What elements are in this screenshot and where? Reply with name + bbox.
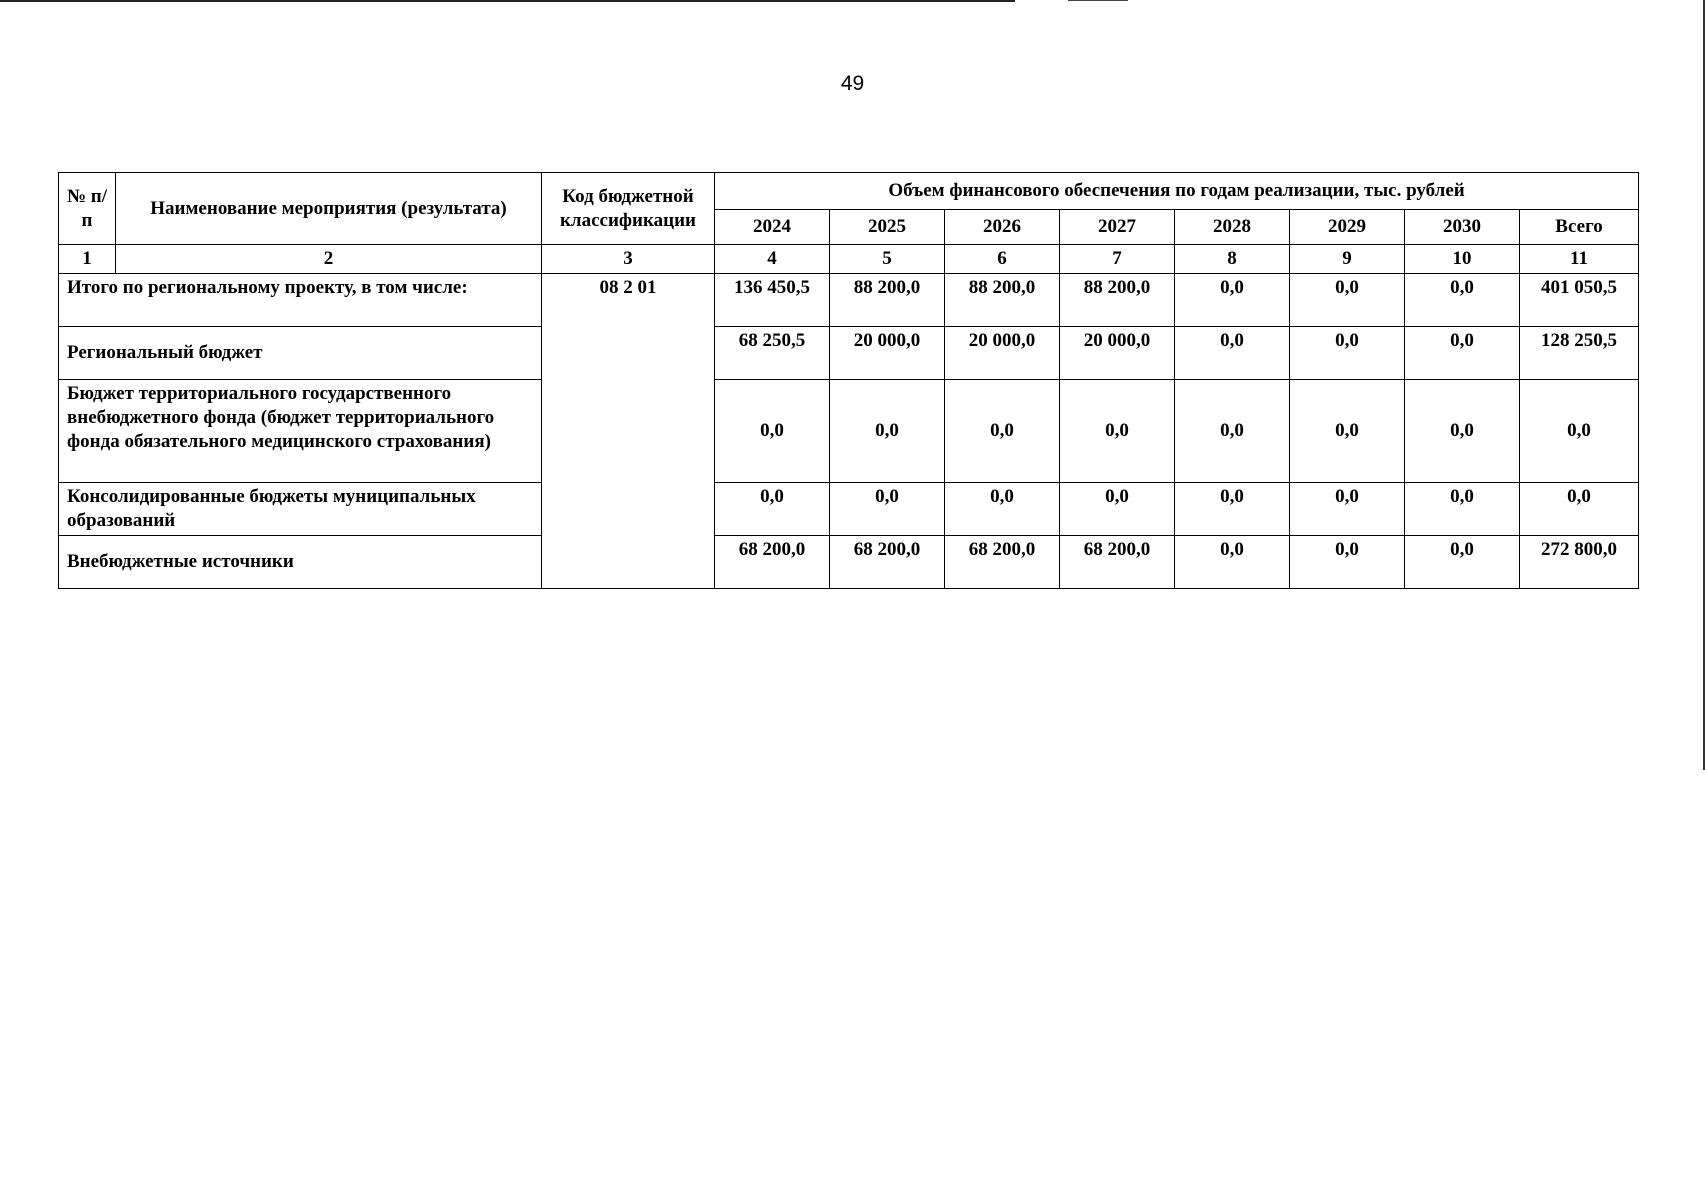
header-num: № п/п (59, 173, 116, 245)
total-cell: 128 250,5 (1520, 327, 1639, 380)
value-cell: 68 200,0 (1060, 536, 1175, 589)
column-number-row (59, 245, 1639, 274)
column-number: 4 (715, 245, 830, 274)
header-row-1 (59, 173, 1639, 210)
header-year: 2029 (1290, 210, 1405, 245)
column-number: 11 (1520, 245, 1639, 274)
header-year: 2026 (945, 210, 1060, 245)
value-cell: 0,0 (945, 483, 1060, 536)
value-cell: 0,0 (1290, 327, 1405, 380)
value-cell: 0,0 (715, 483, 830, 536)
column-number: 1 (59, 245, 116, 274)
value-cell: 0,0 (1405, 274, 1520, 327)
value-cell: 136 450,5 (715, 274, 830, 327)
header-year: 2025 (830, 210, 945, 245)
value-cell: 0,0 (1060, 380, 1175, 483)
header-total: Всего (1520, 210, 1639, 245)
financing-table (58, 172, 1639, 589)
value-cell: 0,0 (830, 483, 945, 536)
column-number: 7 (1060, 245, 1175, 274)
value-cell: 68 200,0 (715, 536, 830, 589)
table-row-regional (59, 327, 1639, 380)
value-cell: 0,0 (1405, 483, 1520, 536)
header-year: 2030 (1405, 210, 1520, 245)
value-cell: 0,0 (1290, 380, 1405, 483)
header-finance: Объем финансового обеспечения по годам реализации, тыс. рублей (715, 173, 1639, 210)
value-cell: 0,0 (1175, 536, 1290, 589)
value-cell: 0,0 (1405, 327, 1520, 380)
column-number: 5 (830, 245, 945, 274)
column-number: 3 (542, 245, 715, 274)
total-cell: 272 800,0 (1520, 536, 1639, 589)
total-cell: 0,0 (1520, 380, 1639, 483)
value-cell: 88 200,0 (830, 274, 945, 327)
header-name: Наименование мероприятия (результата) (116, 173, 542, 245)
value-cell: 68 250,5 (715, 327, 830, 380)
value-cell: 0,0 (1175, 327, 1290, 380)
column-number: 8 (1175, 245, 1290, 274)
value-cell: 88 200,0 (945, 274, 1060, 327)
value-cell: 68 200,0 (830, 536, 945, 589)
header-year: 2028 (1175, 210, 1290, 245)
value-cell: 0,0 (1175, 380, 1290, 483)
table-row-total (59, 274, 1639, 327)
value-cell: 68 200,0 (945, 536, 1060, 589)
value-cell: 0,0 (945, 380, 1060, 483)
value-cell: 0,0 (1175, 274, 1290, 327)
header-year: 2024 (715, 210, 830, 245)
header-code: Код бюджетной классификации (542, 173, 715, 245)
value-cell: 0,0 (830, 380, 945, 483)
value-cell: 20 000,0 (830, 327, 945, 380)
value-cell: 20 000,0 (1060, 327, 1175, 380)
header-year: 2027 (1060, 210, 1175, 245)
column-number: 6 (945, 245, 1060, 274)
value-cell: 0,0 (1290, 274, 1405, 327)
row-name: Итого по региональному проекту, в том числе: (59, 274, 542, 327)
row-name: Внебюджетные источники (59, 536, 542, 589)
scan-border-top-fragment (1068, 0, 1128, 1)
value-cell: 0,0 (1060, 483, 1175, 536)
total-cell: 401 050,5 (1520, 274, 1639, 327)
scan-border-top (0, 0, 1015, 2)
value-cell: 88 200,0 (1060, 274, 1175, 327)
table-row-fund (59, 380, 1639, 483)
value-cell: 0,0 (1290, 536, 1405, 589)
column-number: 10 (1405, 245, 1520, 274)
value-cell: 20 000,0 (945, 327, 1060, 380)
column-number: 9 (1290, 245, 1405, 274)
value-cell: 0,0 (1175, 483, 1290, 536)
value-cell: 0,0 (715, 380, 830, 483)
row-name: Региональный бюджет (59, 327, 542, 380)
value-cell: 0,0 (1290, 483, 1405, 536)
total-cell: 0,0 (1520, 483, 1639, 536)
value-cell: 0,0 (1405, 380, 1520, 483)
table-row-municipal (59, 483, 1639, 536)
row-name: Бюджет территориального государственного внебюджетного фонда (бюджет территориального фонда обязательного медицинского страхования) (59, 380, 542, 483)
budget-code: 08 2 01 (542, 274, 715, 589)
value-cell: 0,0 (1405, 536, 1520, 589)
row-name: Консолидированные бюджеты муниципальных образований (59, 483, 542, 536)
page-number: 49 (840, 72, 865, 95)
table-row-extrabudgetary (59, 536, 1639, 589)
column-number: 2 (116, 245, 542, 274)
